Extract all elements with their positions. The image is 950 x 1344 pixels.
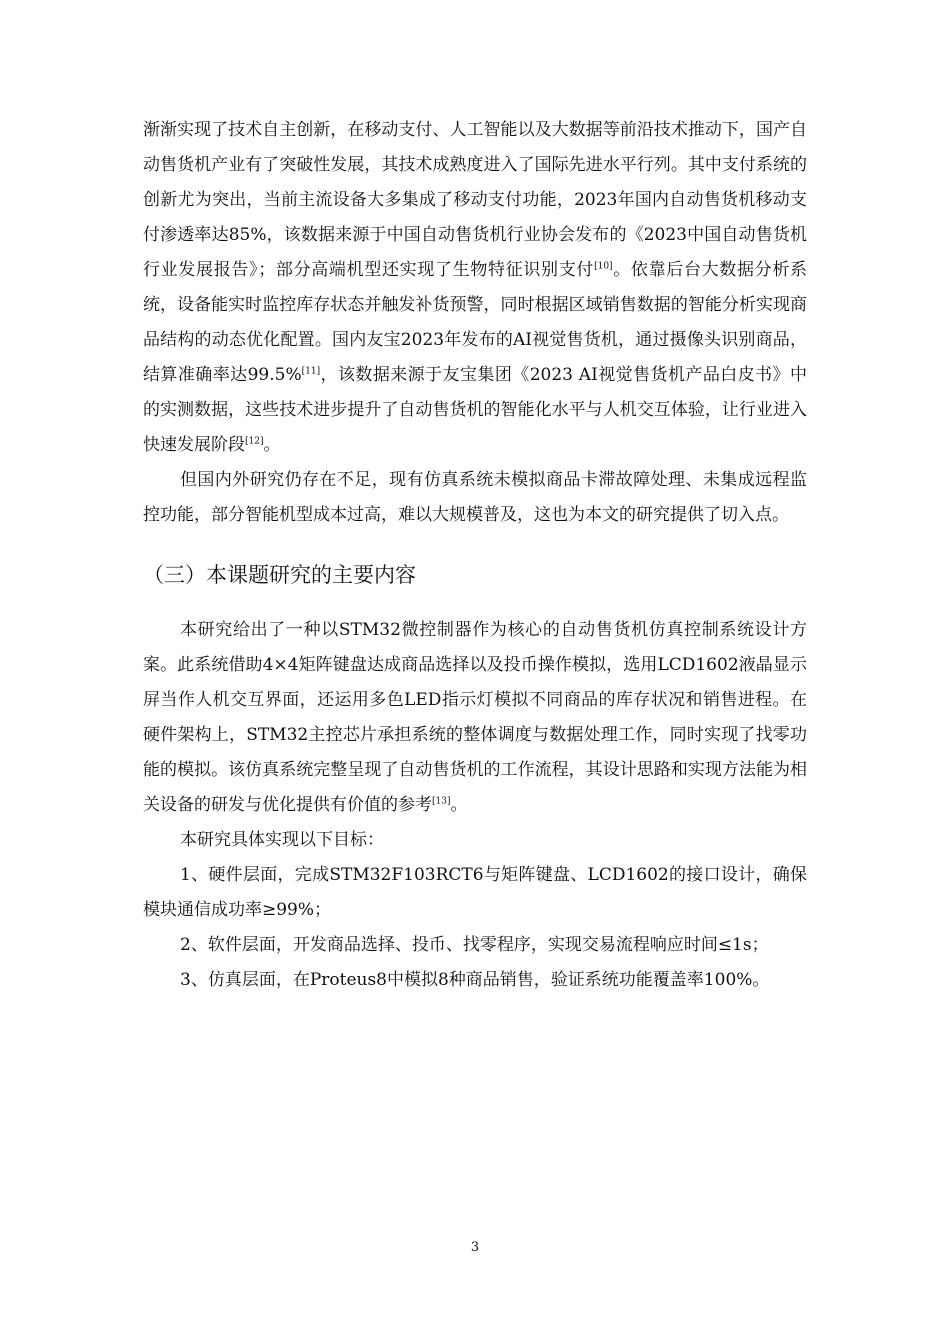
goal-item-hardware: 1、硬件层面，完成STM32F103RCT6与矩阵键盘、LCD1602的接口设计，确保模块通信成功率≥99%； <box>143 865 807 920</box>
citation-ref-10: [10] <box>594 261 613 272</box>
page-body <box>143 113 807 998</box>
goal-item-software: 2、软件层面，开发商品选择、投币、找零程序，实现交易流程响应时间≤1s； <box>180 935 769 955</box>
citation-ref-11: [11] <box>301 366 321 377</box>
paragraph-text: 。依靠后台大数据分析系统，设备能实时监控库存状态并触发补货预警，同时根据区域销售数据的智能分析实现商品结构的动态优化配置。国内友宝2023年发布的AI视觉售货机，通过摄像头识别商品，结算准确率达99.5% <box>143 260 807 385</box>
paragraph-text: 本研究给出了一种以STM32微控制器作为核心的自动售货机仿真控制系统设计方案。此系统借助4×4矩阵键盘达成商品选择以及投币操作模拟，选用LCD1602液晶显示屏当作人机交互界面，还运用多色LED指示灯模拟不同商品的库存状况和销售进程。在硬件架构上，STM32主控芯片承担系统的整体调度与数据处理工作，同时实现了找零功能的模拟。该仿真系统完整呈现了自动售货机的工作流程，其设计思路和实现方法能为相关设备的研发与优化提供有价值的参考 <box>143 620 807 815</box>
citation-ref-13: [13] <box>432 796 451 807</box>
paragraph-goals-intro: 本研究具体实现以下目标： <box>180 830 384 850</box>
citation-ref-12: [12] <box>245 436 264 447</box>
goal-item-simulation: 3、仿真层面，在Proteus8中模拟8种商品销售，验证系统功能覆盖率100%。 <box>180 970 770 990</box>
paragraph-domestic-development <box>143 113 807 463</box>
paragraph-text: ，该数据来源于友宝集团《2023 AI视觉售货机产品白皮书》中的实测数据，这些技术进步提升了自动售货机的智能化水平与人机交互体验，让行业进入快速发展阶段 <box>143 365 807 455</box>
section-heading: （三）本课题研究的主要内容 <box>143 563 416 587</box>
paragraph-text: 。 <box>263 435 281 455</box>
paragraph-research-gap: 但国内外研究仍存在不足，现有仿真系统未模拟商品卡滞故障处理、未集成远程监控功能，部分智能机型成本过高，难以大规模普及，这也为本文的研究提供了切入点。 <box>143 470 807 525</box>
paragraph-text: 。 <box>450 795 468 815</box>
page-number: 3 <box>470 1240 480 1255</box>
paragraph-text: 渐渐实现了技术自主创新，在移动支付、人工智能以及大数据等前沿技术推动下，国产自动售货机产业有了突破性发展，其技术成熟度进入了国际先进水平行列。其中支付系统的创新尤为突出，当前主流设备大多集成了移动支付功能，2023年国内自动售货机移动支付渗透率达85%，该数据来源于中国自动售货机行业协会发布的《2023中国自动售货机行业发展报告》；部分高端机型还实现了生物特征识别支付 <box>143 120 807 280</box>
paragraph-research-content <box>143 613 807 823</box>
